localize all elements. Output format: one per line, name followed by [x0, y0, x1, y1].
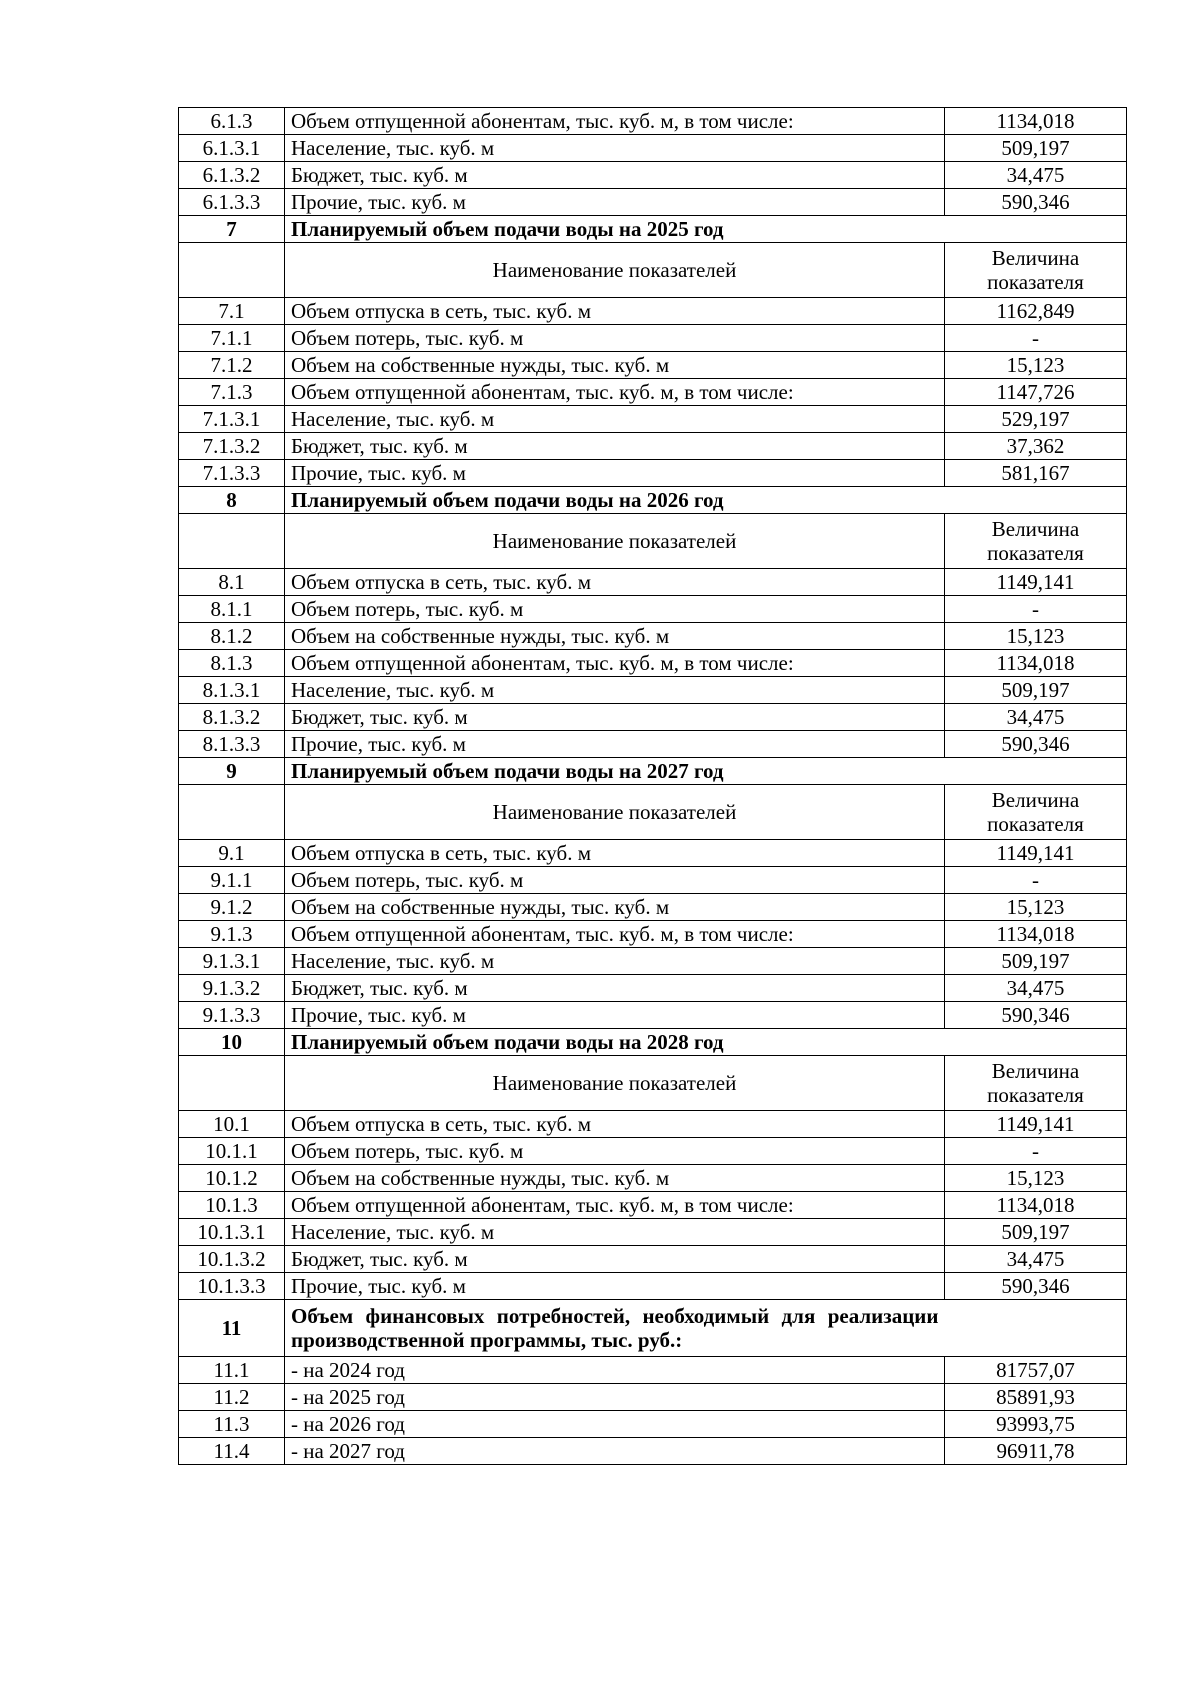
row-value: 1134,018: [945, 921, 1127, 948]
table-row: [179, 1273, 1127, 1300]
row-value: -: [945, 325, 1127, 352]
table-row: [179, 894, 1127, 921]
table-row: [179, 1357, 1127, 1384]
row-value: 509,197: [945, 677, 1127, 704]
row-number: 11.4: [179, 1438, 285, 1465]
table-row: [179, 1246, 1127, 1273]
row-number: 7.1: [179, 298, 285, 325]
section-row: [179, 758, 1127, 785]
row-number: 9.1.3: [179, 921, 285, 948]
column-header-row: [179, 514, 1127, 569]
row-name: Население, тыс. куб. м: [285, 406, 945, 433]
table-row: [179, 569, 1127, 596]
production-program-table: [178, 107, 1127, 1465]
row-value: 509,197: [945, 1219, 1127, 1246]
row-number: 10.1.3.1: [179, 1219, 285, 1246]
column-header-row: [179, 243, 1127, 298]
column-header-row: [179, 1056, 1127, 1111]
table-row: [179, 189, 1127, 216]
row-value: 509,197: [945, 948, 1127, 975]
table-row: [179, 325, 1127, 352]
row-name: Бюджет, тыс. куб. м: [285, 433, 945, 460]
row-number: 6.1.3: [179, 108, 285, 135]
table-row: [179, 406, 1127, 433]
row-number: 7.1.2: [179, 352, 285, 379]
row-number: 8.1: [179, 569, 285, 596]
row-name: - на 2025 год: [285, 1384, 945, 1411]
table-row: [179, 1219, 1127, 1246]
section-title: Планируемый объем подачи воды на 2025 год: [285, 216, 945, 243]
row-value: 529,197: [945, 406, 1127, 433]
row-name: Прочие, тыс. куб. м: [285, 189, 945, 216]
header-number-cell: [179, 785, 285, 840]
section-row: [179, 1029, 1127, 1056]
row-value: 85891,93: [945, 1384, 1127, 1411]
table-row: [179, 1411, 1127, 1438]
section-title: Планируемый объем подачи воды на 2026 год: [285, 487, 945, 514]
row-number: 8.1.1: [179, 596, 285, 623]
row-name: Объем отпуска в сеть, тыс. куб. м: [285, 298, 945, 325]
row-number: 9.1.2: [179, 894, 285, 921]
section-title: Планируемый объем подачи воды на 2028 год: [285, 1029, 945, 1056]
row-value: 590,346: [945, 189, 1127, 216]
row-name: Объем на собственные нужды, тыс. куб. м: [285, 352, 945, 379]
table-row: [179, 1111, 1127, 1138]
section-number: 7: [179, 216, 285, 243]
row-name: Прочие, тыс. куб. м: [285, 460, 945, 487]
row-value: 509,197: [945, 135, 1127, 162]
table-row: [179, 650, 1127, 677]
row-number: 11.1: [179, 1357, 285, 1384]
row-value: 34,475: [945, 162, 1127, 189]
row-number: 7.1.3: [179, 379, 285, 406]
row-number: 8.1.3.3: [179, 731, 285, 758]
row-value: 1149,141: [945, 569, 1127, 596]
row-value: 15,123: [945, 623, 1127, 650]
row-number: 6.1.3.3: [179, 189, 285, 216]
row-value: 15,123: [945, 352, 1127, 379]
table-row: [179, 731, 1127, 758]
row-name: Население, тыс. куб. м: [285, 677, 945, 704]
row-value: 1149,141: [945, 1111, 1127, 1138]
row-number: 7.1.3.1: [179, 406, 285, 433]
section-value-cell: [945, 216, 1127, 243]
row-name: Объем отпущенной абонентам, тыс. куб. м, в том числе:: [285, 1192, 945, 1219]
row-value: 1134,018: [945, 108, 1127, 135]
row-value: 590,346: [945, 1002, 1127, 1029]
row-value: -: [945, 867, 1127, 894]
header-indicator-name: Наименование показателей: [285, 1056, 945, 1111]
header-number-cell: [179, 243, 285, 298]
table-row: [179, 108, 1127, 135]
row-value: 15,123: [945, 1165, 1127, 1192]
section-title: Объем финансовых потребностей, необходимый для реализации производственной программы, тыс. руб.:: [285, 1300, 945, 1357]
row-name: Бюджет, тыс. куб. м: [285, 704, 945, 731]
table-row: [179, 1138, 1127, 1165]
row-value: 1134,018: [945, 650, 1127, 677]
row-value: 81757,07: [945, 1357, 1127, 1384]
section-value-cell: [945, 1029, 1127, 1056]
column-header-row: [179, 785, 1127, 840]
row-number: 9.1.3.2: [179, 975, 285, 1002]
row-name: Объем отпущенной абонентам, тыс. куб. м, в том числе:: [285, 108, 945, 135]
row-name: Население, тыс. куб. м: [285, 948, 945, 975]
section-number: 9: [179, 758, 285, 785]
section-row: [179, 487, 1127, 514]
row-value: -: [945, 1138, 1127, 1165]
row-value: 1147,726: [945, 379, 1127, 406]
table-row: [179, 379, 1127, 406]
table-row: [179, 596, 1127, 623]
row-name: Бюджет, тыс. куб. м: [285, 975, 945, 1002]
row-name: - на 2026 год: [285, 1411, 945, 1438]
row-value: 1149,141: [945, 840, 1127, 867]
section-value-cell: [945, 1300, 1127, 1357]
row-value: 34,475: [945, 704, 1127, 731]
row-name: Бюджет, тыс. куб. м: [285, 162, 945, 189]
row-number: 8.1.2: [179, 623, 285, 650]
row-name: Объем на собственные нужды, тыс. куб. м: [285, 1165, 945, 1192]
table-row: [179, 433, 1127, 460]
section-row: [179, 1300, 1127, 1357]
header-indicator-value: Величина показателя: [945, 1056, 1127, 1111]
section-row: [179, 216, 1127, 243]
row-name: Объем на собственные нужды, тыс. куб. м: [285, 894, 945, 921]
row-name: Объем отпуска в сеть, тыс. куб. м: [285, 1111, 945, 1138]
header-number-cell: [179, 514, 285, 569]
row-name: Объем потерь, тыс. куб. м: [285, 596, 945, 623]
header-indicator-value: Величина показателя: [945, 785, 1127, 840]
header-indicator-value: Величина показателя: [945, 243, 1127, 298]
row-name: Прочие, тыс. куб. м: [285, 1273, 945, 1300]
row-number: 7.1.1: [179, 325, 285, 352]
row-value: 590,346: [945, 1273, 1127, 1300]
row-number: 8.1.3.2: [179, 704, 285, 731]
row-number: 11.2: [179, 1384, 285, 1411]
header-number-cell: [179, 1056, 285, 1111]
row-name: Прочие, тыс. куб. м: [285, 1002, 945, 1029]
section-number: 10: [179, 1029, 285, 1056]
table-row: [179, 1384, 1127, 1411]
row-value: 581,167: [945, 460, 1127, 487]
row-name: Объем отпущенной абонентам, тыс. куб. м, в том числе:: [285, 379, 945, 406]
section-number: 8: [179, 487, 285, 514]
row-number: 10.1.3: [179, 1192, 285, 1219]
table-row: [179, 162, 1127, 189]
table-row: [179, 1002, 1127, 1029]
row-number: 9.1.3.3: [179, 1002, 285, 1029]
row-value: 93993,75: [945, 1411, 1127, 1438]
row-name: Население, тыс. куб. м: [285, 135, 945, 162]
row-name: Объем потерь, тыс. куб. м: [285, 867, 945, 894]
row-number: 10.1: [179, 1111, 285, 1138]
row-name: Объем отпуска в сеть, тыс. куб. м: [285, 569, 945, 596]
row-number: 10.1.1: [179, 1138, 285, 1165]
row-number: 7.1.3.3: [179, 460, 285, 487]
row-value: 590,346: [945, 731, 1127, 758]
row-name: - на 2027 год: [285, 1438, 945, 1465]
header-indicator-name: Наименование показателей: [285, 785, 945, 840]
table-row: [179, 948, 1127, 975]
table-row: [179, 460, 1127, 487]
row-number: 10.1.3.2: [179, 1246, 285, 1273]
table-row: [179, 704, 1127, 731]
table-row: [179, 867, 1127, 894]
row-value: 1162,849: [945, 298, 1127, 325]
table-row: [179, 352, 1127, 379]
row-name: Объем отпуска в сеть, тыс. куб. м: [285, 840, 945, 867]
table-row: [179, 840, 1127, 867]
row-number: 6.1.3.1: [179, 135, 285, 162]
row-name: Объем отпущенной абонентам, тыс. куб. м, в том числе:: [285, 921, 945, 948]
row-name: Прочие, тыс. куб. м: [285, 731, 945, 758]
row-name: Объем на собственные нужды, тыс. куб. м: [285, 623, 945, 650]
row-value: 37,362: [945, 433, 1127, 460]
row-number: 10.1.2: [179, 1165, 285, 1192]
table-row: [179, 135, 1127, 162]
row-name: - на 2024 год: [285, 1357, 945, 1384]
row-number: 9.1: [179, 840, 285, 867]
table-row: [179, 1438, 1127, 1465]
row-value: 96911,78: [945, 1438, 1127, 1465]
section-number: 11: [179, 1300, 285, 1357]
row-number: 7.1.3.2: [179, 433, 285, 460]
row-value: 15,123: [945, 894, 1127, 921]
row-name: Объем потерь, тыс. куб. м: [285, 325, 945, 352]
table-row: [179, 623, 1127, 650]
header-indicator-name: Наименование показателей: [285, 514, 945, 569]
table-row: [179, 298, 1127, 325]
table-row: [179, 1192, 1127, 1219]
row-name: Объем потерь, тыс. куб. м: [285, 1138, 945, 1165]
header-indicator-name: Наименование показателей: [285, 243, 945, 298]
row-number: 10.1.3.3: [179, 1273, 285, 1300]
header-indicator-value: Величина показателя: [945, 514, 1127, 569]
row-value: -: [945, 596, 1127, 623]
row-name: Объем отпущенной абонентам, тыс. куб. м, в том числе:: [285, 650, 945, 677]
row-value: 34,475: [945, 975, 1127, 1002]
row-number: 8.1.3: [179, 650, 285, 677]
row-value: 1134,018: [945, 1192, 1127, 1219]
table-row: [179, 921, 1127, 948]
row-number: 11.3: [179, 1411, 285, 1438]
row-number: 9.1.1: [179, 867, 285, 894]
row-value: 34,475: [945, 1246, 1127, 1273]
row-number: 8.1.3.1: [179, 677, 285, 704]
table-row: [179, 1165, 1127, 1192]
section-value-cell: [945, 758, 1127, 785]
table-row: [179, 975, 1127, 1002]
row-number: 6.1.3.2: [179, 162, 285, 189]
row-number: 9.1.3.1: [179, 948, 285, 975]
row-name: Бюджет, тыс. куб. м: [285, 1246, 945, 1273]
section-value-cell: [945, 487, 1127, 514]
table-row: [179, 677, 1127, 704]
row-name: Население, тыс. куб. м: [285, 1219, 945, 1246]
section-title: Планируемый объем подачи воды на 2027 год: [285, 758, 945, 785]
